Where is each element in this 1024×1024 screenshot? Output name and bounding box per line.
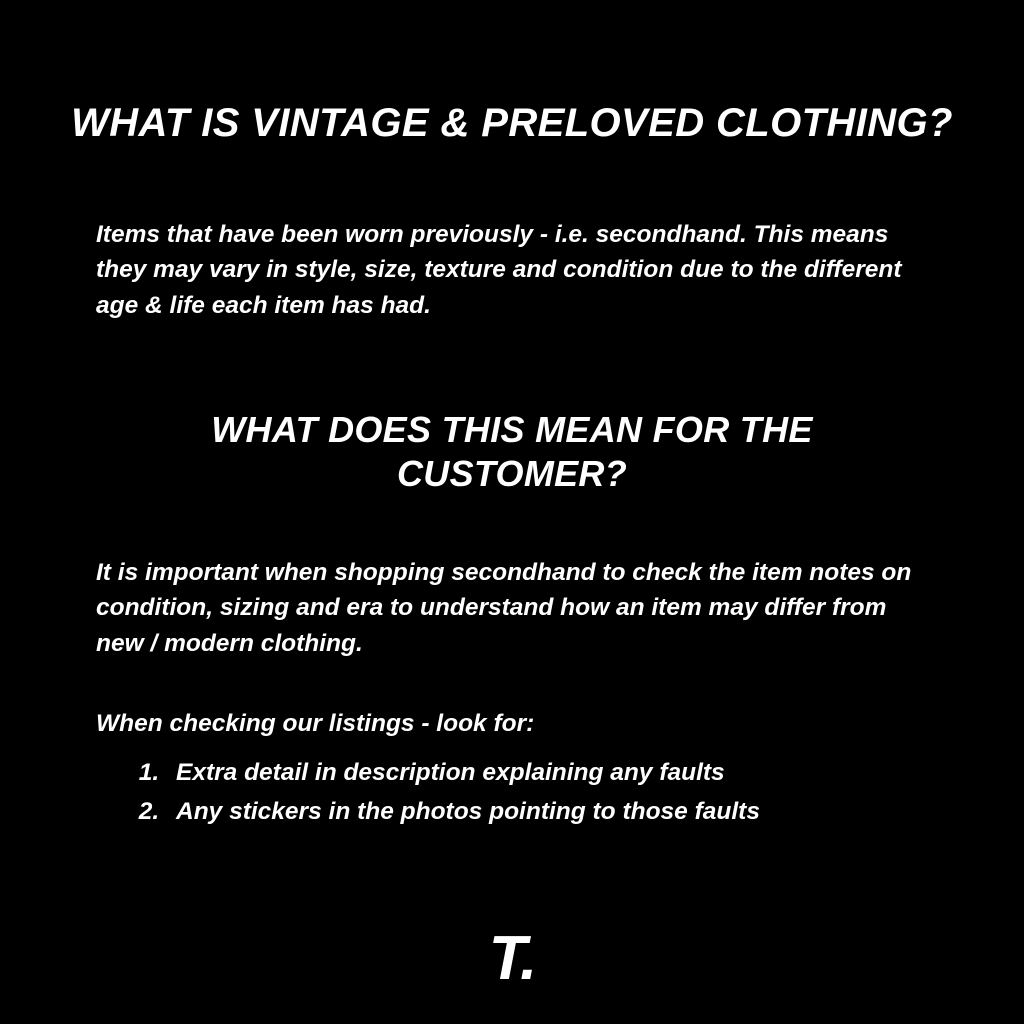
- brand-logo: T.: [488, 924, 536, 993]
- section-heading: WHAT DOES THIS MEAN FOR THE CUSTOMER?: [211, 408, 813, 494]
- list-item: 1. Extra detail in description explaining any faults: [166, 753, 986, 792]
- list-item: 2. Any stickers in the photos pointing to those faults: [166, 792, 986, 831]
- page-title: WHAT IS VINTAGE & PRELOVED CLOTHING?: [71, 100, 953, 145]
- intro-paragraph: Items that have been worn previously - i.e. secondhand. This means they may vary in style, size, texture and condition due to the different age & life each item has had.: [96, 220, 902, 319]
- customer-paragraph: It is important when shopping secondhand to check the item notes on condition, sizing and era to understand how an item may differ from new / modern clothing.: [96, 558, 912, 657]
- listings-prompt: When checking our listings - look for:: [96, 709, 535, 737]
- faults-checklist: [118, 753, 986, 831]
